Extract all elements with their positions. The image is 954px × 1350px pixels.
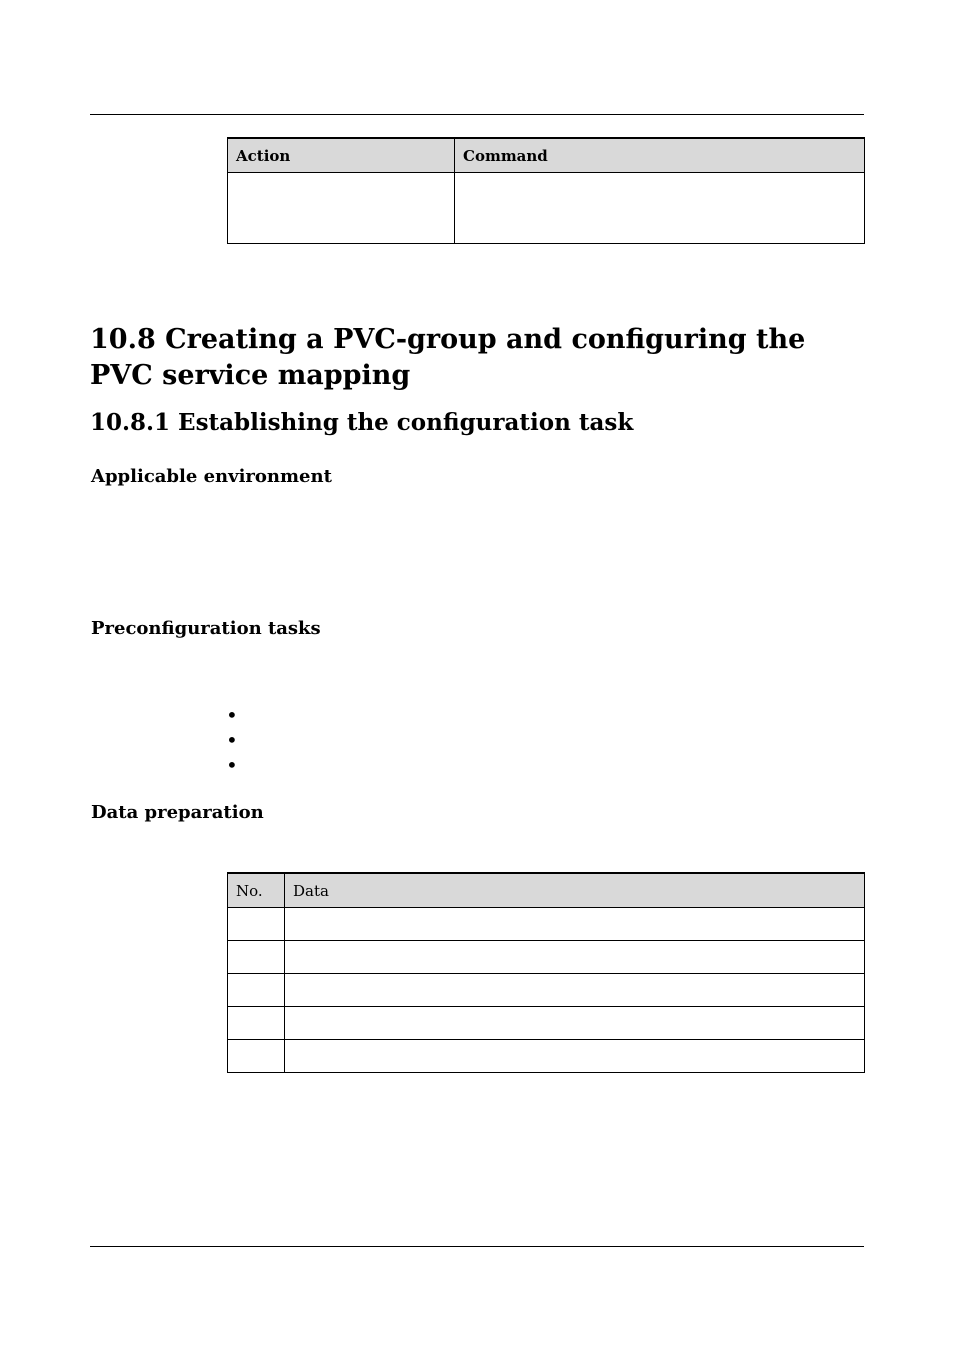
header-rule xyxy=(90,114,864,115)
section-title: 10.8 Creating a PVC-group and configuring the PVC service mapping xyxy=(90,324,806,391)
heading-data-preparation: Data preparation xyxy=(91,802,264,823)
no-cell xyxy=(228,941,285,974)
column-header-action: Action xyxy=(228,138,455,173)
action-cell xyxy=(228,173,455,244)
column-header-data: Data xyxy=(285,873,865,908)
data-cell xyxy=(285,908,865,941)
subsection-title: 10.8.1 Establishing the configuration task xyxy=(90,409,634,436)
footer-rule xyxy=(90,1246,864,1247)
table-row xyxy=(228,173,865,244)
table-row xyxy=(228,1007,865,1040)
table-row xyxy=(228,974,865,1007)
command-cell xyxy=(455,173,865,244)
no-cell xyxy=(228,908,285,941)
column-header-no: No. xyxy=(228,873,285,908)
column-header-command: Command xyxy=(455,138,865,173)
data-cell xyxy=(285,1007,865,1040)
action-command-table xyxy=(227,137,865,244)
data-cell xyxy=(285,1040,865,1073)
table-row xyxy=(228,941,865,974)
table-row xyxy=(228,908,865,941)
heading-applicable-environment: Applicable environment xyxy=(91,466,332,487)
table-row xyxy=(228,1040,865,1073)
no-cell xyxy=(228,1040,285,1073)
no-cell xyxy=(228,974,285,1007)
table-header-row xyxy=(228,138,865,173)
heading-preconfiguration-tasks: Preconfiguration tasks xyxy=(91,618,321,639)
data-preparation-table xyxy=(227,872,865,1073)
data-cell xyxy=(285,974,865,1007)
no-cell xyxy=(228,1007,285,1040)
table-header-row xyxy=(228,873,865,908)
data-cell xyxy=(285,941,865,974)
